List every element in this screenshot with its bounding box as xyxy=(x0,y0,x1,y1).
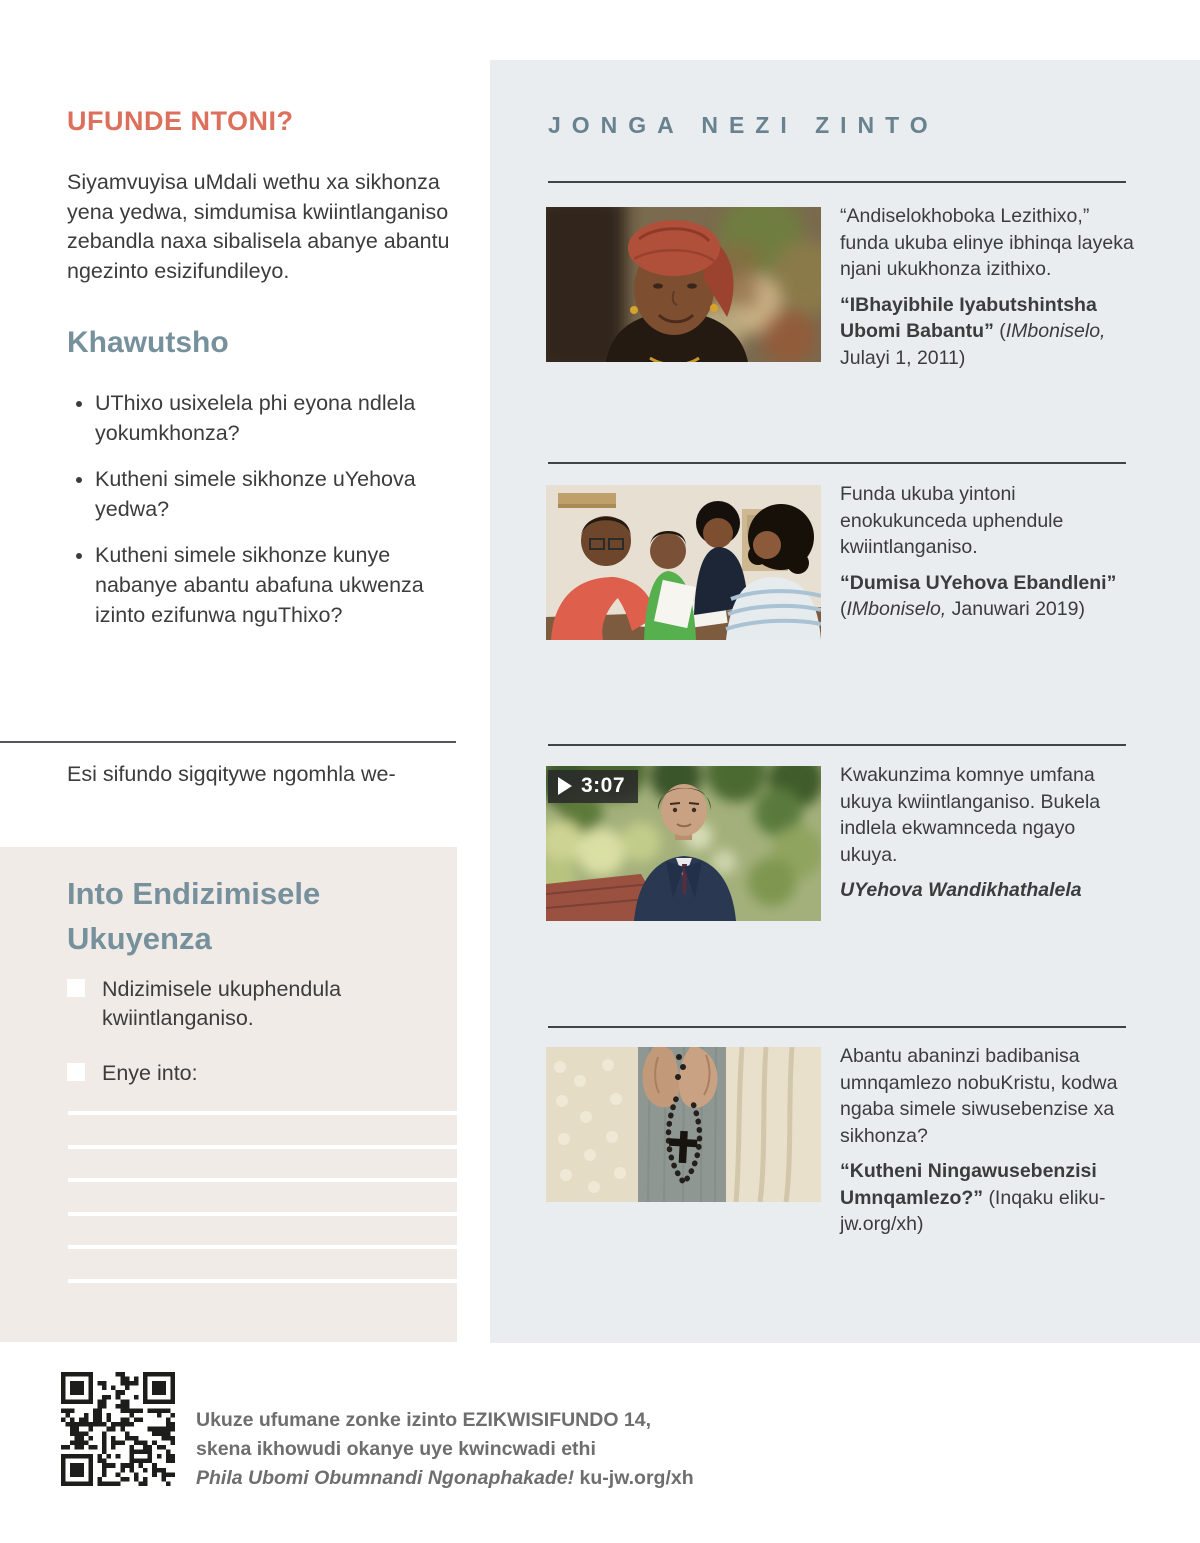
book-title: Phila Ubomi Obumnandi Ngonaphakade! xyxy=(196,1467,575,1489)
writing-line[interactable] xyxy=(68,1212,457,1216)
goal-box-heading: Into Endizimisele Ukuyenza xyxy=(67,876,321,956)
say-heading: Khawutsho xyxy=(67,326,229,359)
list-item: • Kutheni simele sikhonze uYehova yedwa? xyxy=(95,464,447,524)
media-item xyxy=(546,1047,1136,1238)
writing-line[interactable] xyxy=(68,1279,457,1283)
photo-family-study xyxy=(546,485,821,640)
checkbox[interactable] xyxy=(67,979,85,997)
media-item xyxy=(546,207,1136,371)
qr-code xyxy=(61,1372,175,1486)
checkbox[interactable] xyxy=(67,1063,85,1081)
goal-box xyxy=(0,847,457,1342)
panel-heading: JONGA NEZI ZINTO xyxy=(548,112,939,138)
play-icon xyxy=(558,777,572,795)
goal-checkbox-row xyxy=(67,1059,417,1088)
item-body: “Andiselokhoboka Lezithixo,” funda ukuba elinye ibhinqa layeka njani ukukhonza izithixo. xyxy=(840,205,1134,280)
section-divider xyxy=(548,462,1126,464)
photo-family-study-art xyxy=(546,485,821,640)
footer-line-1: Ukuze ufumane zonke izinto EZIKWISIFUNDO 14, xyxy=(196,1409,652,1431)
left-column-divider xyxy=(0,741,456,743)
photo-rosary-cross-art xyxy=(546,1047,821,1202)
item-reference: UYehova Wandikhathalela xyxy=(840,879,1082,901)
list-item: • Kutheni simele sikhonze kunye nabanye abantu abafuna ukwenza izinto ezifunwa nguThixo? xyxy=(95,540,447,630)
question-list xyxy=(67,388,447,646)
goal-checkbox-row xyxy=(67,975,417,1033)
photo-rosary-cross xyxy=(546,1047,821,1202)
writing-line[interactable] xyxy=(68,1245,457,1249)
video-duration: 3:07 xyxy=(581,774,626,797)
footer-line-3 xyxy=(196,1464,756,1493)
writing-line[interactable] xyxy=(68,1145,457,1149)
video-duration-badge xyxy=(548,770,638,803)
item-reference: “Dumisa UYehova Ebandleni” (IMboniselo, Januwari 2019) xyxy=(840,571,1117,620)
photo-elderly-woman-headwrap-art xyxy=(546,207,821,362)
completion-note: Esi sifundo sigqitywe ngomhla we- xyxy=(67,762,396,786)
writing-line[interactable] xyxy=(68,1178,457,1182)
footer-note xyxy=(196,1406,756,1493)
media-item xyxy=(546,766,1136,921)
checkbox-label: Ndizimisele ukuphendula kwiintlanganiso. xyxy=(102,977,342,1030)
section-divider xyxy=(548,181,1126,183)
item-body: Funda ukuba yintoni enokukunceda uphendule kwiintlanganiso. xyxy=(840,483,1064,558)
section-divider xyxy=(548,1026,1126,1028)
section-divider xyxy=(548,744,1126,746)
qr-code-art xyxy=(61,1372,175,1486)
item-reference: “IBhayibhile Iyabutshintsha Ubomi Babantu” (IMboniselo, Julayi 1, 2011) xyxy=(840,293,1106,369)
media-item xyxy=(546,485,1136,640)
item-reference: “Kutheni Ningawusebenzisi Umnqamlezo?” (Inqaku eliku-jw.org/xh) xyxy=(840,1160,1106,1235)
item-body: Kwakunzima komnye umfana ukuya kwiintlanganiso. Bukela indlela ekwamnceda ngayo ukuya. xyxy=(840,764,1101,866)
footer-line-2: skena ikhowudi okanye uye kwincwadi ethi xyxy=(196,1438,596,1460)
site-url: ku-jw.org/xh xyxy=(574,1467,694,1489)
photo-elderly-woman-headwrap xyxy=(546,207,821,362)
intro-paragraph: Siyamvuyisa uMdali wethu xa sikhonza yena yedwa, simdumisa kwiintlanganiso zebandla naxa sibalisela abanye abantu ngezinto esizifundileyo. xyxy=(67,170,450,283)
checkbox-label: Enye into: xyxy=(102,1061,198,1085)
item-body: Abantu abaninzi badibanisa umnqamlezo nobuKristu, kodwa ngaba simele siwusebenzise xa sikhonza? xyxy=(840,1045,1118,1147)
learn-heading: UFUNDE NTONI? xyxy=(67,106,294,136)
video-thumbnail-young-man[interactable] xyxy=(546,766,821,921)
writing-line[interactable] xyxy=(68,1111,457,1115)
list-item: • UThixo usixelela phi eyona ndlela yokumkhonza? xyxy=(95,388,447,448)
media-panel xyxy=(490,60,1200,1343)
